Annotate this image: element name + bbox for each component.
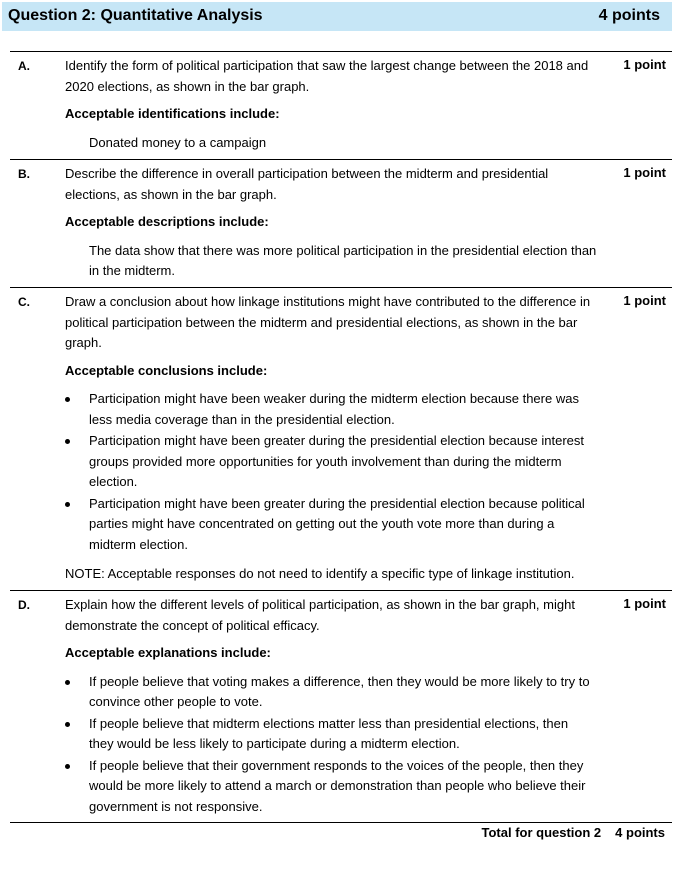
section-d [10,590,672,814]
section-prompt: Describe the difference in overall participation between the midterm and presidential elections, as shown in the bar graph. [65,166,549,202]
bullet-icon [65,439,70,444]
bullet-list [65,389,595,555]
total-row [482,825,666,840]
list-item: Participation might have been weaker during the midterm election because there was less media coverage than in the presidential election. [65,389,594,430]
section-prompt: Draw a conclusion about how linkage institutions might have contributed to the difference in political participation between the midterm and presidential elections, as shown in the bar graph. [65,294,591,350]
list-item: If people believe that their government responds to the voices of the people, then they would be more likely to attend a march or demonstration than people who believe their government is not responsive. [65,756,594,818]
bullet-icon [65,397,70,402]
bullet-icon [65,502,70,507]
section-letter: A. [18,59,30,73]
section-points: 1 point [623,293,666,308]
acceptable-label: Acceptable explanations include: [65,645,271,660]
list-item: If people believe that voting makes a difference, then they would be more likely to try to convince other people to vote. [65,672,594,713]
section-body [65,164,595,282]
question-header [2,2,672,31]
total-divider [10,822,672,823]
list-item: If people believe that midterm elections matter less than presidential elections, then they would be less likely to participate during a midterm election. [65,714,594,755]
section-body [65,56,595,153]
question-title: Question 2: Quantitative Analysis [8,7,263,24]
list-item: Participation might have been greater during the presidential election because political parties might have concentrated on getting out the youth vote more than during a midterm election. [65,494,594,556]
bullet-icon [65,680,70,685]
bullet-list [65,672,595,818]
section-points: 1 point [623,165,666,180]
section-letter: D. [18,598,30,612]
section-prompt: Identify the form of political participation that saw the largest change between the 2018 and 2020 elections, as shown in the bar graph. [65,58,589,94]
section-c [10,287,672,581]
acceptable-label: Acceptable descriptions include: [65,214,269,229]
total-label: Total for question 2 [481,825,602,840]
question-points: 4 points [598,7,660,24]
acceptable-response: The data show that there was more political participation in the presidential election than in the midterm. [89,242,597,278]
acceptable-response: Donated money to a campaign [89,134,267,150]
section-a [10,51,672,150]
section-letter: B. [18,167,30,181]
section-letter: C. [18,295,30,309]
list-item: Participation might have been greater during the presidential election because interest groups provided more opportunities for youth involvement than during the midterm election. [65,431,594,493]
section-points: 1 point [623,596,666,611]
section-b [10,159,672,278]
bullet-icon [65,722,70,727]
section-points: 1 point [623,57,666,72]
total-points: 4 points [615,825,665,840]
acceptable-label: Acceptable conclusions include: [65,362,268,378]
section-body [65,292,595,598]
acceptable-label: Acceptable identifications include: [65,106,280,121]
section-prompt: Explain how the different levels of political participation, as shown in the bar graph, might demonstrate the concept of political efficacy. [65,597,575,633]
section-note: NOTE: Acceptable responses do not need to identify a specific type of linkage institution. [65,566,575,581]
section-body [65,595,595,818]
bullet-icon [65,764,70,769]
